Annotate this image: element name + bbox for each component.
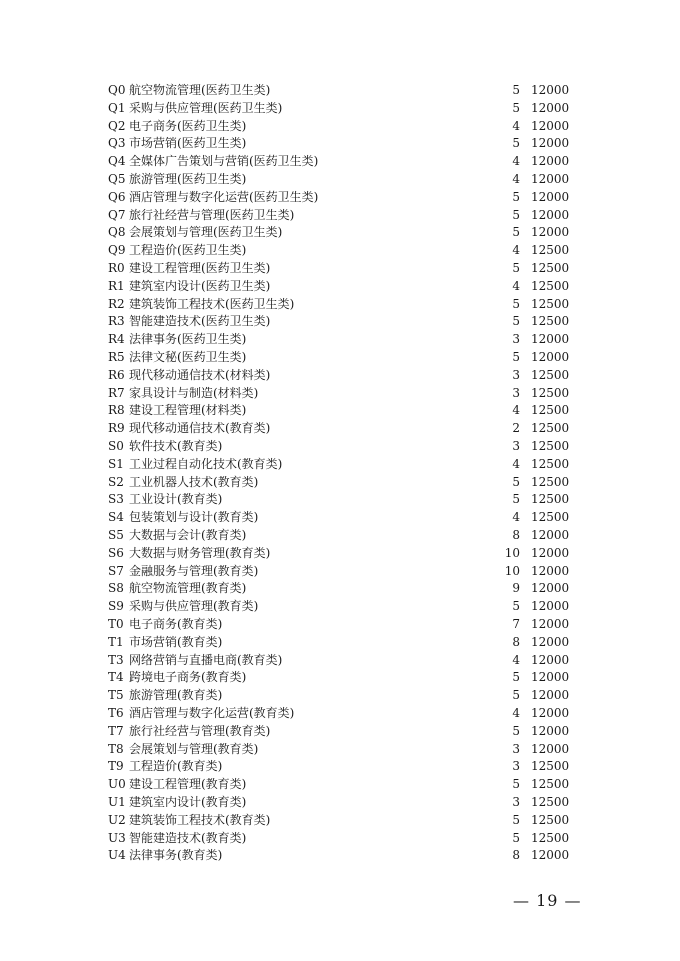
enrollment-count: 4 xyxy=(512,403,520,418)
table-row xyxy=(0,456,680,474)
major-name: 包装策划与设计(教育类) xyxy=(129,510,259,525)
major-code: R6 xyxy=(108,367,125,382)
major-name: 网络营销与直播电商(教育类) xyxy=(129,652,283,667)
page-number: — 19 — xyxy=(513,891,582,910)
major-name: 法律事务(医药卫生类) xyxy=(129,332,247,347)
enrollment-count: 5 xyxy=(512,136,520,151)
table-row xyxy=(0,830,680,848)
tuition-fee: 12500 xyxy=(531,456,570,471)
tuition-fee: 12000 xyxy=(531,563,570,578)
major-code: R2 xyxy=(108,296,125,311)
major-name: 跨境电子商务(教育类) xyxy=(129,670,247,685)
enrollment-count: 3 xyxy=(512,741,520,756)
major-code: Q8 xyxy=(108,225,126,240)
table-row xyxy=(0,207,680,225)
table-row xyxy=(0,189,680,207)
tuition-fee: 12000 xyxy=(531,848,570,863)
table-row xyxy=(0,402,680,420)
table-row xyxy=(0,296,680,314)
major-name: 建设工程管理(教育类) xyxy=(129,777,247,792)
tuition-fee: 12500 xyxy=(531,830,570,845)
enrollment-count: 3 xyxy=(512,759,520,774)
tuition-fee: 12500 xyxy=(531,510,570,525)
enrollment-count: 10 xyxy=(504,545,520,560)
major-code: S8 xyxy=(108,581,124,596)
tuition-fee: 12000 xyxy=(531,652,570,667)
major-name: 旅游管理(医药卫生类) xyxy=(129,172,247,186)
table-row xyxy=(0,349,680,367)
tuition-fee: 12000 xyxy=(531,350,570,364)
tuition-fee: 12500 xyxy=(531,474,570,489)
major-name: 法律事务(教育类) xyxy=(129,848,223,863)
enrollment-count: 4 xyxy=(512,706,520,720)
major-name: 建筑室内设计(医药卫生类) xyxy=(129,278,271,293)
major-name: 航空物流管理(教育类) xyxy=(129,581,247,596)
tuition-fee: 12000 xyxy=(531,741,570,756)
major-name: 工业过程自动化技术(教育类) xyxy=(129,456,283,471)
tuition-fee: 12000 xyxy=(531,332,570,347)
enrollment-count: 5 xyxy=(512,830,520,845)
major-name: 会展策划与管理(医药卫生类) xyxy=(129,225,283,240)
major-name: 市场营销(教育类) xyxy=(129,634,223,649)
major-code: S7 xyxy=(108,563,124,578)
tuition-fee: 12000 xyxy=(531,225,570,240)
tuition-fee: 12500 xyxy=(531,421,570,436)
major-code: T6 xyxy=(108,706,124,720)
major-code: S0 xyxy=(108,439,124,453)
major-code: S2 xyxy=(108,474,124,489)
major-name: 酒店管理与数字化运营(医药卫生类) xyxy=(129,189,319,204)
enrollment-count: 5 xyxy=(512,261,520,275)
tuition-fee: 12000 xyxy=(531,83,570,97)
major-code: T1 xyxy=(108,634,124,649)
table-row xyxy=(0,438,680,456)
major-code: Q1 xyxy=(108,100,126,115)
enrollment-count: 5 xyxy=(512,812,520,827)
table-row xyxy=(0,224,680,242)
major-code: R9 xyxy=(108,421,125,436)
major-name: 建设工程管理(医药卫生类) xyxy=(129,261,271,275)
tuition-fee: 12000 xyxy=(531,154,570,169)
major-name: 酒店管理与数字化运营(教育类) xyxy=(129,706,295,720)
major-code: R1 xyxy=(108,278,125,293)
tuition-fee: 12500 xyxy=(531,812,570,827)
major-code: U2 xyxy=(108,812,126,827)
tuition-fee: 12000 xyxy=(531,688,570,703)
major-code: T8 xyxy=(108,741,124,756)
enrollment-count: 3 xyxy=(512,332,520,347)
enrollment-count: 5 xyxy=(512,492,520,507)
table-row xyxy=(0,598,680,616)
major-name: 家具设计与制造(材料类) xyxy=(129,385,259,400)
enrollment-count: 3 xyxy=(512,795,520,809)
tuition-fee: 12000 xyxy=(531,723,570,738)
enrollment-count: 5 xyxy=(512,189,520,204)
major-code: R4 xyxy=(108,332,125,347)
tuition-fee: 12000 xyxy=(531,599,570,614)
major-code: S4 xyxy=(108,510,124,525)
table-row xyxy=(0,100,680,118)
major-code: Q5 xyxy=(108,172,126,186)
tuition-fee: 12000 xyxy=(531,670,570,685)
major-name: 工业设计(教育类) xyxy=(129,492,223,507)
enrollment-count: 4 xyxy=(512,118,520,133)
table-row xyxy=(0,652,680,670)
enrollment-count: 4 xyxy=(512,172,520,186)
table-row xyxy=(0,171,680,189)
table-row xyxy=(0,367,680,385)
table-row xyxy=(0,758,680,776)
table-row xyxy=(0,776,680,794)
enrollment-count: 5 xyxy=(512,777,520,792)
table-row xyxy=(0,741,680,759)
major-code: S9 xyxy=(108,599,124,614)
major-code: R7 xyxy=(108,385,125,400)
major-code: T0 xyxy=(108,617,124,631)
tuition-fee: 12000 xyxy=(531,189,570,204)
major-name: 航空物流管理(医药卫生类) xyxy=(129,83,271,97)
major-name: 电子商务(教育类) xyxy=(129,617,223,631)
enrollment-count: 5 xyxy=(512,670,520,685)
tuition-fee: 12500 xyxy=(531,243,570,258)
enrollment-count: 4 xyxy=(512,510,520,525)
enrollment-count: 5 xyxy=(512,314,520,329)
major-name: 建筑装饰工程技术(教育类) xyxy=(129,812,271,827)
tuition-fee: 12000 xyxy=(531,118,570,133)
major-code: R8 xyxy=(108,403,125,418)
major-code: T7 xyxy=(108,723,124,738)
major-name: 旅游管理(教育类) xyxy=(129,688,223,703)
tuition-fee: 12000 xyxy=(531,634,570,649)
tuition-fee: 12000 xyxy=(531,545,570,560)
major-code: S5 xyxy=(108,528,124,542)
table-row xyxy=(0,242,680,260)
major-name: 采购与供应管理(教育类) xyxy=(129,599,259,614)
tuition-fee: 12000 xyxy=(531,207,570,222)
tuition-fee: 12000 xyxy=(531,581,570,596)
table-row xyxy=(0,563,680,581)
table-row xyxy=(0,260,680,278)
major-code: T5 xyxy=(108,688,124,703)
tuition-fee: 12000 xyxy=(531,528,570,542)
tuition-fee: 12500 xyxy=(531,492,570,507)
table-row xyxy=(0,118,680,136)
tuition-fee: 12500 xyxy=(531,314,570,329)
major-name: 建筑室内设计(教育类) xyxy=(129,795,247,809)
major-code: Q0 xyxy=(108,83,126,97)
enrollment-count: 4 xyxy=(512,278,520,293)
table-row xyxy=(0,669,680,687)
enrollment-count: 10 xyxy=(504,563,520,578)
major-code: Q2 xyxy=(108,118,126,133)
enrollment-count: 5 xyxy=(512,83,520,97)
major-code: S3 xyxy=(108,492,124,507)
major-name: 金融服务与管理(教育类) xyxy=(129,563,259,578)
table-row xyxy=(0,545,680,563)
tuition-fee: 12000 xyxy=(531,136,570,151)
table-row xyxy=(0,331,680,349)
tuition-fee: 12500 xyxy=(531,795,570,809)
major-code: T9 xyxy=(108,759,124,774)
tuition-fee: 12500 xyxy=(531,403,570,418)
major-name: 工业机器人技术(教育类) xyxy=(129,474,259,489)
major-name: 智能建造技术(教育类) xyxy=(129,830,247,845)
major-code: R3 xyxy=(108,314,125,329)
major-code: Q6 xyxy=(108,189,126,204)
tuition-fee: 12500 xyxy=(531,759,570,774)
major-name: 采购与供应管理(医药卫生类) xyxy=(129,100,283,115)
enrollment-count: 5 xyxy=(512,350,520,364)
major-code: T3 xyxy=(108,652,124,667)
major-name: 市场营销(医药卫生类) xyxy=(129,136,247,151)
enrollment-count: 8 xyxy=(512,848,520,863)
enrollment-count: 9 xyxy=(512,581,520,596)
major-code: R5 xyxy=(108,350,125,364)
major-code: Q3 xyxy=(108,136,126,151)
table-row xyxy=(0,509,680,527)
major-name: 建筑装饰工程技术(医药卫生类) xyxy=(129,296,295,311)
enrollment-count: 4 xyxy=(512,243,520,258)
major-name: 工程造价(医药卫生类) xyxy=(129,243,247,258)
major-name: 法律文秘(医药卫生类) xyxy=(129,350,247,364)
table-row xyxy=(0,847,680,865)
table-row xyxy=(0,135,680,153)
tuition-fee: 12000 xyxy=(531,172,570,186)
tuition-fee: 12500 xyxy=(531,385,570,400)
enrollment-count: 4 xyxy=(512,652,520,667)
major-name: 大数据与会计(教育类) xyxy=(129,528,247,542)
enrollment-count: 3 xyxy=(512,367,520,382)
enrollment-count: 5 xyxy=(512,100,520,115)
enrollment-count: 5 xyxy=(512,296,520,311)
table-row xyxy=(0,723,680,741)
tuition-fee: 12500 xyxy=(531,261,570,275)
table-row xyxy=(0,420,680,438)
enrollment-count: 7 xyxy=(512,617,520,631)
table-row xyxy=(0,313,680,331)
major-name: 会展策划与管理(教育类) xyxy=(129,741,259,756)
table-row xyxy=(0,580,680,598)
major-code: R0 xyxy=(108,261,125,275)
enrollment-count: 8 xyxy=(512,634,520,649)
tuition-fee: 12000 xyxy=(531,706,570,720)
enrollment-count: 4 xyxy=(512,456,520,471)
table-row xyxy=(0,153,680,171)
tuition-fee: 12000 xyxy=(531,100,570,115)
major-name: 全媒体广告策划与营销(医药卫生类) xyxy=(129,154,319,169)
major-code: U1 xyxy=(108,795,126,809)
table-row xyxy=(0,794,680,812)
table-row xyxy=(0,385,680,403)
major-name: 大数据与财务管理(教育类) xyxy=(129,545,271,560)
table-row xyxy=(0,616,680,634)
enrollment-count: 2 xyxy=(512,421,520,436)
table-row xyxy=(0,705,680,723)
table-row xyxy=(0,82,680,100)
tuition-fee: 12500 xyxy=(531,278,570,293)
major-name: 现代移动通信技术(材料类) xyxy=(129,367,271,382)
tuition-fee: 12500 xyxy=(531,296,570,311)
major-code: Q7 xyxy=(108,207,126,222)
major-code: U0 xyxy=(108,777,126,792)
major-code: U4 xyxy=(108,848,126,863)
tuition-fee: 12000 xyxy=(531,617,570,631)
enrollment-count: 5 xyxy=(512,225,520,240)
major-name: 智能建造技术(医药卫生类) xyxy=(129,314,271,329)
enrollment-count: 4 xyxy=(512,154,520,169)
table-row xyxy=(0,812,680,830)
enrollment-count: 8 xyxy=(512,528,520,542)
major-name: 电子商务(医药卫生类) xyxy=(129,118,247,133)
major-name: 旅行社经营与管理(教育类) xyxy=(129,723,271,738)
major-code: S6 xyxy=(108,545,124,560)
table-row xyxy=(0,278,680,296)
major-name: 旅行社经营与管理(医药卫生类) xyxy=(129,207,295,222)
tuition-fee: 12500 xyxy=(531,777,570,792)
tuition-fee: 12500 xyxy=(531,439,570,453)
major-name: 现代移动通信技术(教育类) xyxy=(129,421,271,436)
major-code: T4 xyxy=(108,670,124,685)
enrollment-count: 3 xyxy=(512,439,520,453)
major-code: Q9 xyxy=(108,243,126,258)
major-name: 软件技术(教育类) xyxy=(129,439,223,453)
major-name: 建设工程管理(材料类) xyxy=(129,403,247,418)
enrollment-count: 3 xyxy=(512,385,520,400)
enrollment-count: 5 xyxy=(512,207,520,222)
enrollment-count: 5 xyxy=(512,599,520,614)
enrollment-count: 5 xyxy=(512,474,520,489)
table-row xyxy=(0,474,680,492)
tuition-fee: 12500 xyxy=(531,367,570,382)
enrollment-count: 5 xyxy=(512,688,520,703)
major-code: Q4 xyxy=(108,154,126,169)
table-row xyxy=(0,687,680,705)
major-code: U3 xyxy=(108,830,126,845)
major-name: 工程造价(教育类) xyxy=(129,759,223,774)
enrollment-count: 5 xyxy=(512,723,520,738)
table-row xyxy=(0,527,680,545)
table-row xyxy=(0,491,680,509)
major-code: S1 xyxy=(108,456,124,471)
table-row xyxy=(0,634,680,652)
